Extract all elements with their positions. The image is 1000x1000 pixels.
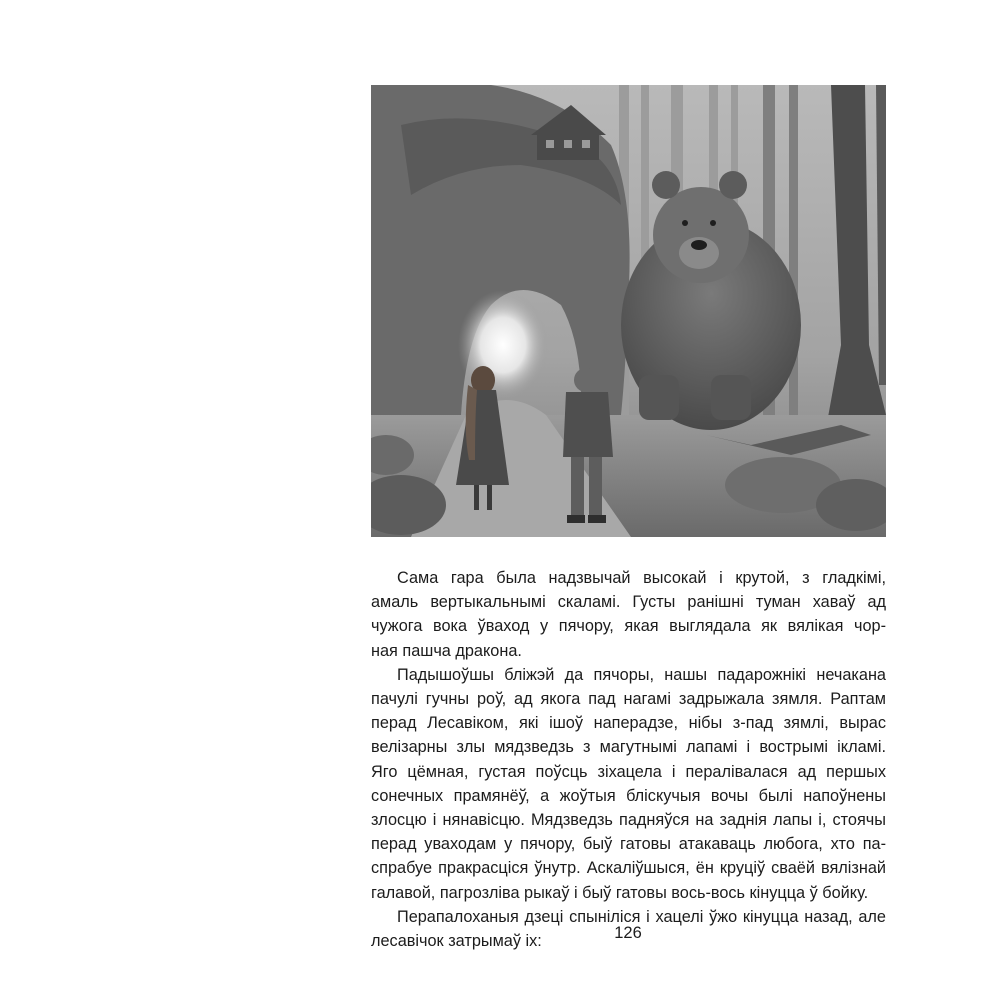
paragraph-line: Яго цёмная, густая поўсць зіхацела і пералівалася ад першых xyxy=(371,762,886,781)
paragraph-line: злосцю і нянавісцю. Мядзведзь падняўся на заднія лапы і, стоячы xyxy=(371,811,886,830)
paragraph-line: Перапалоханыя дзеці спыніліся і хацелі ўжо кінуцца назад, але xyxy=(397,907,886,926)
paragraph-line: Падышоўшы бліжэй да пячоры, нашы падарожнікі нечакана xyxy=(397,665,886,684)
paragraph-line: спрабуе пракрасціся ўнутр. Аскаліўшыся, ён круціў сваёй вялізнай xyxy=(371,859,886,878)
paragraph-line: амаль вертыкальнымі скаламі. Густы ранішні туман хаваў ад xyxy=(371,593,886,612)
paragraph-line: Сама гара была надзвычай высокай і крутой, з гладкімі, xyxy=(397,569,886,587)
page-number: 126 xyxy=(614,924,642,942)
paragraph-line: велізарны злы мядзведзь з магутнымі лапамі і вострымі ікламі. xyxy=(371,738,886,757)
paragraph-line: перад Лесавіком, які ішоў наперадзе, нібы з-пад зямлі, вырас xyxy=(371,714,886,733)
paragraph-1 xyxy=(371,566,886,663)
paragraph-2 xyxy=(371,663,886,905)
paragraph-line: ная пашча дракона. xyxy=(371,641,522,660)
paragraph-line: сонечных прамянёў, а жоўтыя бліскучыя вочы былі напоўнены xyxy=(371,786,886,805)
paragraph-line: лесавічок затрымаў іх: xyxy=(371,932,542,951)
paragraph-line: перад уваходам у пячору, быў гатовы атакаваць любога, хто па- xyxy=(371,835,886,854)
body-text xyxy=(371,566,886,953)
paragraph-line: чужога вока ўваход у пячору, якая выглядала як вялікая чор- xyxy=(371,617,886,636)
forest-bear-children-illustration xyxy=(371,85,886,537)
paragraph-line: галавой, пагрозліва рыкаў і быў гатовы вось-вось кінуцца ў бойку. xyxy=(371,883,869,902)
paragraph-line: пачулі гучны роў, ад якога пад нагамі задрыжала зямля. Раптам xyxy=(371,690,886,709)
